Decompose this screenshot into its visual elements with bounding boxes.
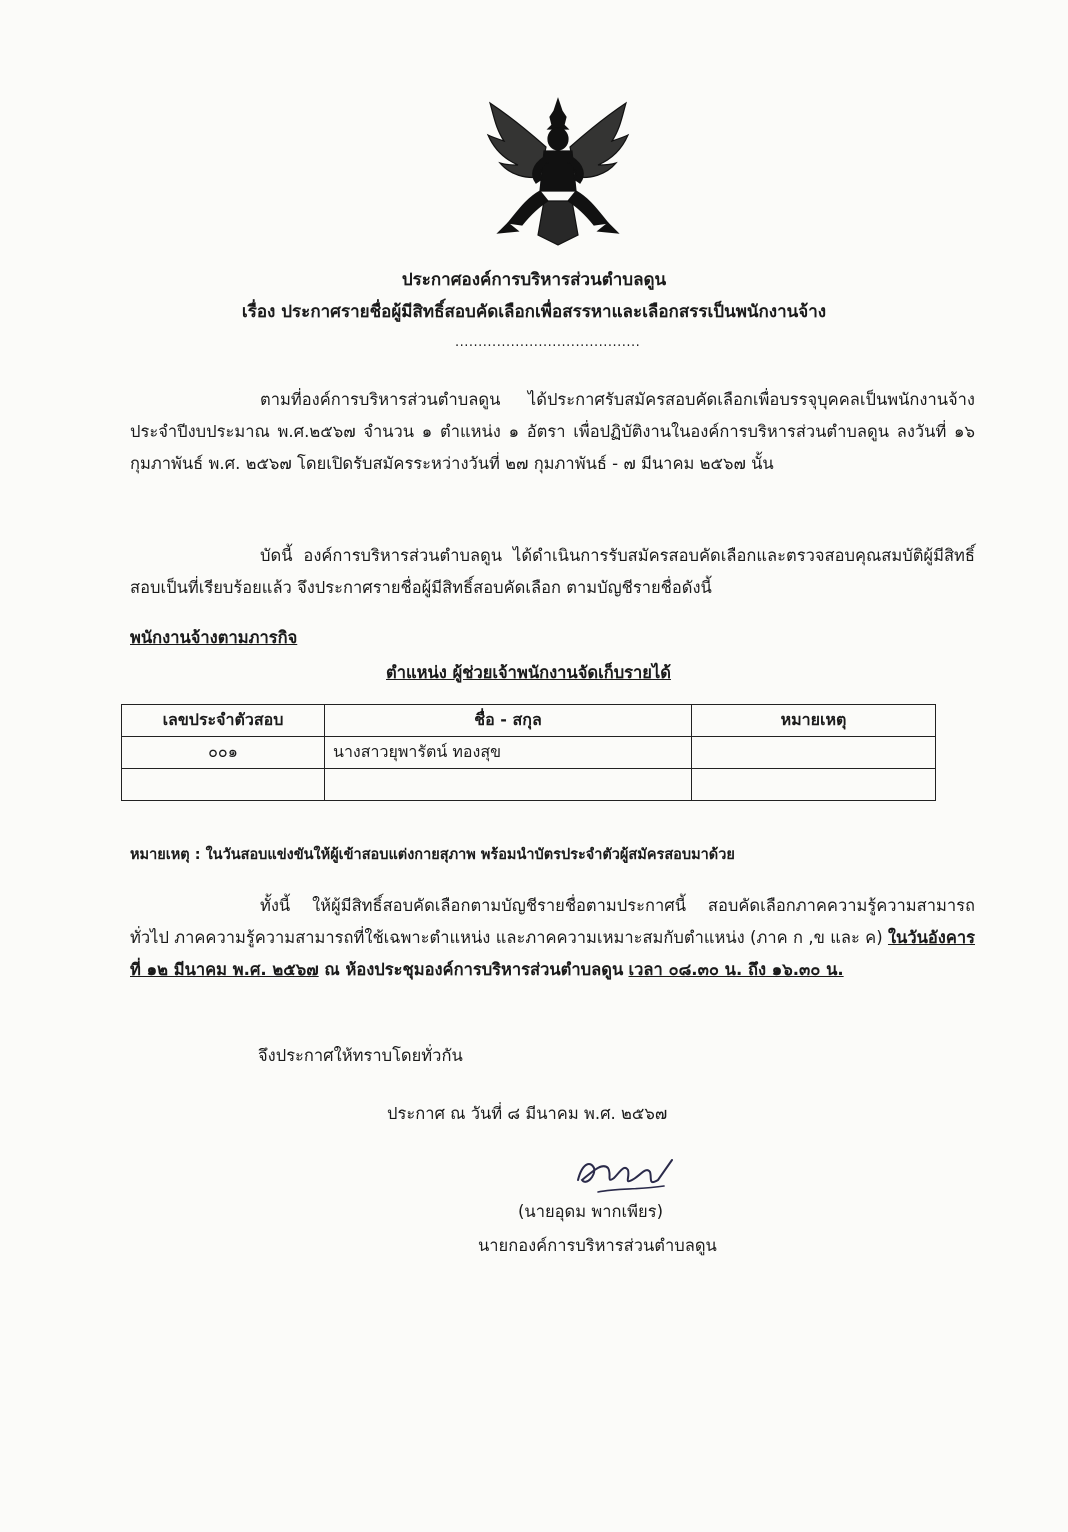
cell-remark — [692, 769, 936, 801]
header-remark: หมายเหตุ — [692, 705, 936, 737]
signer-title: นายกองค์การบริหารส่วนตำบลดูน — [478, 1236, 717, 1255]
announcement-date: ประกาศ ณ วันที่ ๘ มีนาคม พ.ศ. ๒๕๖๗ — [387, 1104, 668, 1123]
table-row — [122, 769, 936, 801]
candidate-table — [121, 704, 936, 801]
exam-place: ณ ห้องประชุมองค์การบริหารส่วนตำบลดูน — [318, 960, 624, 979]
exam-time: เวลา ๐๘.๓๐ น. ถึง ๑๖.๓๐ น. — [628, 960, 844, 979]
exam-sections-text: ทั้งนี้ ให้ผู้มีสิทธิ์สอบคัดเลือกตามบัญชีรายชื่อตามประกาศนี้ สอบคัดเลือกภาคความรู้ความสามารถทั่วไป ภาคความรู้ความสามารถที่ใช้เฉพาะตำแหน่ง และภาคความเหมาะสมกับตำแหน่ง (ภาค ก ,ข และ ค) — [130, 896, 975, 947]
separator-dots: ........................................ — [455, 335, 641, 349]
table-header-row — [122, 705, 936, 737]
header-full-name: ชื่อ - สกุล — [325, 705, 692, 737]
announcement-title: ประกาศองค์การบริหารส่วนตำบลดูน — [401, 270, 667, 290]
paragraph-qualification: บัดนี้ องค์การบริหารส่วนตำบลดูน ได้ดำเนินการรับสมัครสอบคัดเลือกและตรวจสอบคุณสมบัติผู้มีสิทธิ์สอบเป็นที่เรียบร้อยแล้ว จึงประกาศรายชื่อผู้มีสิทธิ์สอบคัดเลือก ตามบัญชีรายชื่อดังนี้ — [130, 546, 975, 597]
cell-full-name: นางสาวยุพารัตน์ ทองสุข — [325, 737, 692, 769]
garuda-emblem-icon — [478, 95, 638, 247]
signer-name: (นายอุดม พากเพียร) — [518, 1202, 664, 1221]
announcement-subject: เรื่อง ประกาศรายชื่อผู้มีสิทธิ์สอบคัดเลือกเพื่อสรรหาและเลือกสรรเป็นพนักงานจ้าง — [241, 302, 827, 322]
paragraph-recruitment: ตามที่องค์การบริหารส่วนตำบลดูน ได้ประกาศรับสมัครสอบคัดเลือกเพื่อบรรจุบุคคลเป็นพนักงานจ้าง ประจำปีงบประมาณ พ.ศ.๒๕๖๗ จำนวน ๑ ตำแหน่ง ๑ อัตรา เพื่อปฏิบัติงานในองค์การบริหารส่วนตำบลดูน ลงวันที่ ๑๖ กุมภาพันธ์ พ.ศ. ๒๕๖๗ โดยเปิดรับสมัครระหว่างวันที่ ๒๗ กุมภาพันธ์ - ๗ มีนาคม ๒๕๖๗ นั้น — [130, 390, 975, 473]
cell-exam-id — [122, 769, 325, 801]
handwritten-signature-icon — [568, 1150, 688, 1200]
dress-code-note: หมายเหตุ : ในวันสอบแข่งขันให้ผู้เข้าสอบแต่งกายสุภาพ พร้อมนำบัตรประจำตัวผู้สมัครสอบมาด้วย — [130, 847, 735, 863]
header-exam-id: เลขประจำตัวสอบ — [122, 705, 325, 737]
cell-remark — [692, 737, 936, 769]
paragraph-exam-schedule — [130, 890, 975, 986]
cell-exam-id: ๐๐๑ — [122, 737, 325, 769]
table-row — [122, 737, 936, 769]
mission-employee-heading: พนักงานจ้างตามภารกิจ — [130, 628, 298, 647]
cell-full-name — [325, 769, 692, 801]
position-heading: ตำแหน่ง ผู้ช่วยเจ้าพนักงานจัดเก็บรายได้ — [386, 663, 671, 682]
exam-date: ในวันอังคารที่ ๑๒ มีนาคม พ.ศ. ๒๕๖๗ — [130, 928, 975, 979]
closing-statement: จึงประกาศให้ทราบโดยทั่วกัน — [258, 1046, 463, 1065]
